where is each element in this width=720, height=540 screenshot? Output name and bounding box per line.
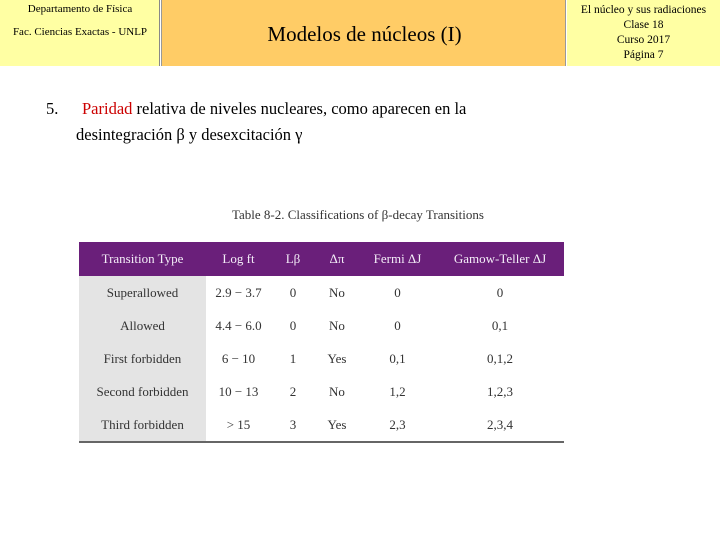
col-header-log-ft: Log ft: [206, 242, 271, 276]
cell-l-beta: 0: [289, 317, 297, 333]
cell-delta-pi: Yes: [315, 408, 359, 442]
cell-log-ft: 6 − 10: [221, 350, 256, 366]
table-row: [79, 309, 564, 342]
cell-delta-pi: No: [329, 284, 345, 300]
col-header-fermi: Fermi ΔJ: [359, 242, 436, 276]
cell-log-ft: 4.4 − 6.0: [215, 317, 262, 333]
cell-delta-pi: Yes: [327, 350, 347, 366]
cell-delta-pi: No: [329, 317, 345, 333]
cell-l-beta: 3: [271, 408, 315, 442]
cell-log-ft: 2.9 − 3.7: [215, 284, 262, 300]
cell-gamow-teller: 0: [496, 284, 504, 300]
cell-l-beta: 1: [289, 350, 297, 366]
item-line-1: [82, 96, 466, 122]
department-label: Departamento de Física: [27, 3, 133, 15]
table-header-row: [79, 242, 564, 276]
cell-fermi: 0,1: [389, 350, 406, 366]
cell-fermi: 0: [394, 284, 401, 300]
course-name-label: El núcleo y sus radiaciones: [580, 4, 707, 16]
page-number-label: Página 7: [623, 49, 664, 61]
header-right-panel: [567, 0, 720, 66]
cell-delta-pi: No: [329, 383, 345, 399]
table-row: [79, 276, 564, 309]
table-caption: [232, 207, 484, 223]
header-left-panel: [0, 0, 160, 66]
cell-l-beta: 0: [289, 284, 297, 300]
col-header-delta-pi: Δπ: [315, 242, 359, 276]
item-line-2: desintegración β y desexcitación γ: [76, 125, 303, 144]
cell-transition-type: Allowed: [79, 309, 206, 342]
class-label: Clase 18: [623, 19, 664, 31]
table-caption-label: Table 8-2.: [232, 207, 285, 222]
year-label: Curso 2017: [616, 34, 671, 46]
header-title-panel: [161, 0, 566, 66]
cell-l-beta: 2: [289, 383, 297, 399]
table-caption-text: Classifications of β-decay Transitions: [284, 207, 484, 222]
cell-transition-type: First forbidden: [79, 342, 206, 375]
cell-gamow-teller: 1,2,3: [487, 383, 513, 399]
item-highlight: Paridad: [82, 99, 133, 118]
table-row: [79, 375, 564, 408]
cell-gamow-teller: 2,3,4: [436, 408, 564, 442]
cell-fermi: 0: [394, 317, 401, 333]
cell-transition-type: Second forbidden: [79, 375, 206, 408]
page-title: Modelos de núcleos (I): [267, 22, 462, 46]
cell-log-ft: 10 − 13: [218, 383, 259, 399]
cell-transition-type: Superallowed: [79, 276, 206, 309]
cell-fermi: 1,2: [389, 383, 406, 399]
cell-fermi: 2,3: [359, 408, 436, 442]
beta-decay-table: [79, 242, 564, 443]
faculty-label: Fac. Ciencias Exactas - UNLP: [12, 26, 148, 38]
col-header-transition-type: Transition Type: [79, 242, 206, 276]
table-row: [79, 408, 564, 442]
item-number: 5.: [46, 99, 59, 118]
cell-gamow-teller: 0,1: [491, 317, 509, 333]
table-row: [79, 342, 564, 375]
col-header-gamow-teller: Gamow-Teller ΔJ: [436, 242, 564, 276]
item-line-1-text: relativa de niveles nucleares, como aparecen en la: [132, 99, 467, 118]
cell-gamow-teller: 0,1,2: [487, 350, 513, 366]
cell-log-ft: > 15: [206, 408, 271, 442]
cell-transition-type: Third forbidden: [79, 408, 206, 442]
col-header-l-beta: Lβ: [271, 242, 315, 276]
